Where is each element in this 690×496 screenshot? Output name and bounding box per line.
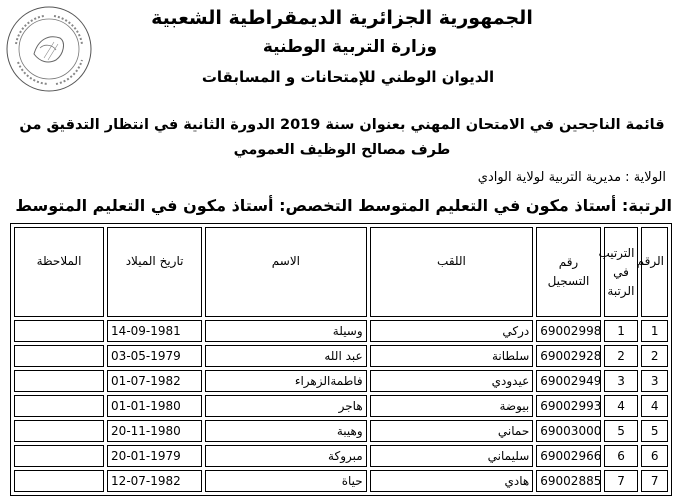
cell-reg: 69002949 <box>536 370 600 392</box>
cell-note <box>14 470 104 492</box>
cell-num: 5 <box>641 420 668 442</box>
cell-dob: 01-07-1982 <box>107 370 202 392</box>
cell-reg: 69002966 <box>536 445 600 467</box>
cell-dob: 03-05-1979 <box>107 345 202 367</box>
table-row <box>14 370 668 392</box>
cell-note <box>14 445 104 467</box>
office-name: الديوان الوطني للإمتحانات و المسابقات <box>201 68 495 86</box>
cell-first-name: حياة <box>205 470 367 492</box>
header-num: الرقم <box>641 227 668 317</box>
wilaya-label: الولاية : مديرية التربية لولاية الوادي <box>477 170 666 185</box>
header-note: الملاحظة <box>14 227 104 317</box>
cell-dob: 20-01-1979 <box>107 445 202 467</box>
document-header <box>0 0 680 110</box>
cell-last-name: بيوضة <box>370 395 534 417</box>
cell-first-name: عبد الله <box>205 345 367 367</box>
cell-num: 7 <box>641 470 668 492</box>
ministry-name: وزارة التربية الوطنية <box>262 37 438 57</box>
cell-reg: 69002928 <box>536 345 600 367</box>
cell-last-name: هادي <box>370 470 534 492</box>
list-title: قائمة الناجحين في الامتحان المهني بعنوان سنة 2019 الدورة الثانية في انتظار التدقيق من طرف مصالح الوظيف العمومي <box>19 117 665 158</box>
cell-first-name: وهيبة <box>205 420 367 442</box>
table-row <box>14 445 668 467</box>
cell-note <box>14 395 104 417</box>
grade-label: الرتبة: أستاذ مكون في التعليم المتوسط التخصص: أستاذ مكون في التعليم المتوسط <box>15 196 672 215</box>
cell-rank: 4 <box>604 395 639 417</box>
header-dob: تاريخ الميلاد <box>107 227 202 317</box>
table-row <box>14 320 668 342</box>
cell-num: 1 <box>641 320 668 342</box>
cell-reg: 69003000 <box>536 420 600 442</box>
cell-first-name: مبروكة <box>205 445 367 467</box>
cell-num: 4 <box>641 395 668 417</box>
cell-rank: 5 <box>604 420 639 442</box>
cell-rank: 1 <box>604 320 639 342</box>
header-first-name: الاسم <box>205 227 367 317</box>
cell-rank: 7 <box>604 470 639 492</box>
table-row <box>14 395 668 417</box>
cell-dob: 12-07-1982 <box>107 470 202 492</box>
header-rank: الترتيب في الرتبة <box>604 227 639 317</box>
cell-last-name: سلطانة <box>370 345 534 367</box>
cell-rank: 2 <box>604 345 639 367</box>
cell-first-name: هاجر <box>205 395 367 417</box>
cell-first-name: فاطمةالزهراء <box>205 370 367 392</box>
cell-last-name: حماني <box>370 420 534 442</box>
cell-last-name: عيدودي <box>370 370 534 392</box>
table-row <box>14 345 668 367</box>
cell-note <box>14 420 104 442</box>
cell-rank: 3 <box>604 370 639 392</box>
table-header-row <box>14 227 668 317</box>
header-last-name: اللقب <box>370 227 534 317</box>
cell-dob: 14-09-1981 <box>107 320 202 342</box>
table-row <box>14 470 668 492</box>
cell-note <box>14 320 104 342</box>
cell-reg: 69002993 <box>536 395 600 417</box>
cell-note <box>14 345 104 367</box>
cell-last-name: سليماني <box>370 445 534 467</box>
republic-name: الجمهورية الجزائرية الديمقراطية الشعبية <box>151 7 533 29</box>
header-reg: رقم التسجيل <box>536 227 600 317</box>
cell-dob: 20-11-1980 <box>107 420 202 442</box>
cell-note <box>14 370 104 392</box>
cell-reg: 69002885 <box>536 470 600 492</box>
cell-num: 3 <box>641 370 668 392</box>
cell-first-name: وسيلة <box>205 320 367 342</box>
cell-last-name: دركي <box>370 320 534 342</box>
cell-rank: 6 <box>604 445 639 467</box>
results-table <box>10 223 672 496</box>
cell-dob: 01-01-1980 <box>107 395 202 417</box>
cell-reg: 69002998 <box>536 320 600 342</box>
cell-num: 6 <box>641 445 668 467</box>
cell-num: 2 <box>641 345 668 367</box>
table-row <box>14 420 668 442</box>
